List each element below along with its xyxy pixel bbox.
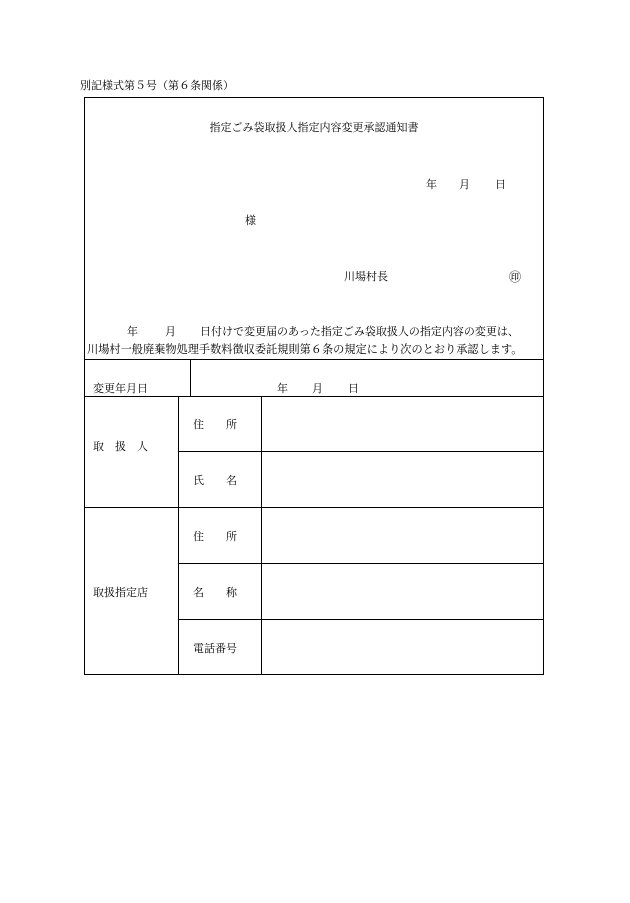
body-year-label: 年	[127, 325, 138, 338]
table-top-line	[84, 359, 544, 360]
store-phone-label: 電話番号	[193, 642, 237, 655]
body-line-2: 川場村一般廃棄物処理手数料徴収委託規則第６条の規定により次のとおり承認します。	[87, 343, 523, 356]
handler-mid-line	[178, 451, 544, 452]
field-label-divider	[261, 396, 262, 675]
change-date-label: 変更年月日	[93, 382, 148, 395]
body-month-label: 月	[165, 325, 176, 338]
change-date-month-label: 月	[312, 382, 323, 395]
store-address-label: 住 所	[193, 530, 237, 543]
store-mid-line-2	[178, 619, 544, 620]
recipient-name-field[interactable]	[110, 212, 240, 230]
store-label: 取扱指定店	[93, 586, 148, 599]
issue-date-day-label: 日	[495, 178, 506, 191]
store-phone-field[interactable]	[263, 621, 542, 673]
recipient-suffix: 様	[245, 214, 256, 227]
issuer-name: 川場村長	[344, 270, 388, 283]
body-line-1: 日付けで変更届のあった指定ごみ袋取扱人の指定内容の変更は、	[200, 325, 519, 338]
store-name-label: 名 称	[193, 586, 237, 599]
issue-date-month-label: 月	[459, 178, 470, 191]
handler-label: 取 扱 人	[93, 440, 148, 453]
change-date-divider	[190, 359, 191, 396]
store-mid-line-1	[178, 563, 544, 564]
change-date-day-label: 日	[348, 382, 359, 395]
handler-name-label: 氏 名	[193, 474, 237, 487]
change-date-bottom-line	[84, 396, 544, 397]
store-address-field[interactable]	[263, 509, 542, 561]
handler-address-field[interactable]	[263, 398, 542, 450]
handler-address-label: 住 所	[193, 418, 237, 431]
document-title: 指定ごみ袋取扱人指定内容変更承認通知書	[209, 121, 419, 134]
seal-mark: ㊞	[509, 270, 522, 284]
handler-name-field[interactable]	[263, 453, 542, 505]
issue-date-year-label: 年	[426, 178, 437, 191]
group-label-divider	[178, 396, 179, 675]
form-number: 別記様式第５号（第６条関係）	[80, 79, 234, 92]
handler-bottom-line	[84, 507, 544, 508]
change-date-year-label: 年	[277, 382, 288, 395]
store-name-field[interactable]	[263, 565, 542, 617]
